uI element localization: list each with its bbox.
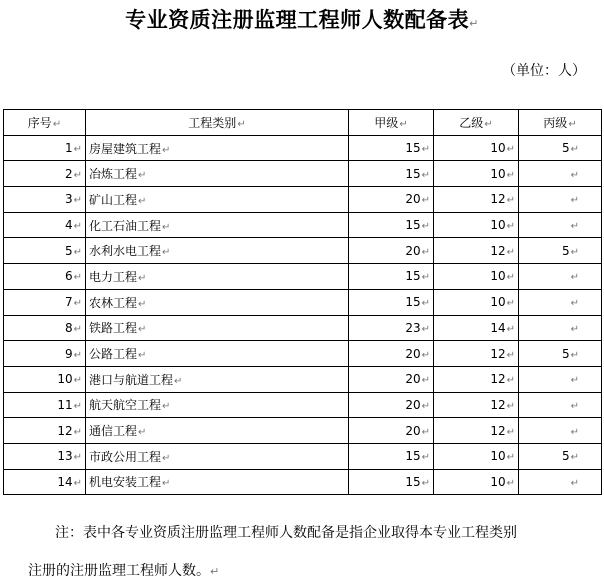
paragraph-mark-icon: ↵ [570, 452, 579, 464]
paragraph-mark-icon: ↵ [210, 565, 220, 578]
paragraph-mark-icon: ↵ [570, 169, 579, 181]
paragraph-mark-icon: ↵ [421, 349, 430, 361]
paragraph-mark-icon: ↵ [421, 221, 430, 233]
row-category-cell: 通信工程↵ [86, 418, 349, 444]
row-grade-c-cell: 5↵ [519, 238, 602, 264]
header-cell-grade-c: 丙级↵ [519, 110, 602, 136]
paragraph-mark-icon: ↵ [73, 426, 82, 438]
row-grade-b-cell: 10↵ [434, 289, 519, 315]
note-line-2: 注册的注册监理工程师人数。↵ [28, 563, 220, 579]
paragraph-mark-icon: ↵ [506, 375, 515, 387]
row-grade-c-cell [519, 418, 602, 444]
header-cell-grade-b: 乙级↵ [434, 110, 519, 136]
paragraph-mark-icon: ↵ [421, 144, 430, 156]
row-category-cell: 冶炼工程↵ [86, 161, 349, 187]
paragraph-mark-icon: ↵ [421, 323, 430, 335]
paragraph-mark-icon: ↵ [73, 323, 82, 335]
table-row [4, 212, 602, 238]
row-grade-a-cell: 20↵ [349, 238, 434, 264]
paragraph-mark-icon: ↵ [138, 195, 147, 207]
row-grade-c-cell [519, 392, 602, 418]
row-index-cell: 12↵ [4, 418, 86, 444]
paragraph-mark-icon: ↵ [570, 349, 579, 361]
row-grade-a-cell: 20↵ [349, 187, 434, 213]
row-grade-c-cell [519, 366, 602, 392]
row-index-cell: 4↵ [4, 212, 86, 238]
row-grade-a-cell: 15↵ [349, 212, 434, 238]
paragraph-mark-icon: ↵ [421, 195, 430, 207]
paragraph-mark-icon: ↵ [570, 477, 579, 489]
unit-text: （单位：人） [502, 63, 586, 79]
paragraph-mark-icon: ↵ [421, 477, 430, 489]
paragraph-mark-icon: ↵ [162, 221, 171, 233]
paragraph-mark-icon: ↵ [73, 400, 82, 412]
paragraph-mark-icon: ↵ [421, 272, 430, 284]
paragraph-mark-icon: ↵ [570, 195, 579, 207]
row-category-cell: 电力工程↵ [86, 264, 349, 290]
paragraph-mark-icon: ↵ [162, 144, 171, 156]
row-grade-c-cell [519, 212, 602, 238]
row-index-cell: 14↵ [4, 469, 86, 495]
row-index-cell: 13↵ [4, 443, 86, 469]
row-grade-c-cell [519, 187, 602, 213]
row-grade-a-cell: 15↵ [349, 469, 434, 495]
paragraph-mark-icon: ↵ [73, 375, 82, 387]
paragraph-mark-icon: ↵ [73, 349, 82, 361]
paragraph-mark-icon: ↵ [162, 401, 171, 413]
paragraph-mark-icon: ↵ [506, 169, 515, 181]
row-index-cell: 1↵ [4, 135, 86, 161]
row-grade-b-cell: 12↵ [434, 366, 519, 392]
paragraph-mark-icon: ↵ [73, 477, 82, 489]
row-grade-c-cell [519, 161, 602, 187]
paragraph-mark-icon: ↵ [506, 477, 515, 489]
row-grade-a-cell: 15↵ [349, 135, 434, 161]
table-row [4, 469, 602, 495]
paragraph-mark-icon: ↵ [421, 452, 430, 464]
row-category-cell: 港口与航道工程↵ [86, 366, 349, 392]
table-row [4, 161, 602, 187]
row-grade-c-cell [519, 289, 602, 315]
row-grade-b-cell: 12↵ [434, 418, 519, 444]
row-grade-a-cell: 15↵ [349, 443, 434, 469]
paragraph-mark-icon: ↵ [506, 246, 515, 258]
paragraph-mark-icon: ↵ [138, 170, 147, 182]
row-grade-a-cell: 15↵ [349, 289, 434, 315]
table-row [4, 366, 602, 392]
table-row [4, 264, 602, 290]
paragraph-mark-icon: ↵ [570, 400, 579, 412]
row-category-cell: 铁路工程↵ [86, 315, 349, 341]
row-grade-b-cell: 10↵ [434, 443, 519, 469]
row-grade-c-cell: 5↵ [519, 443, 602, 469]
table-row [4, 289, 602, 315]
row-grade-b-cell: 12↵ [434, 238, 519, 264]
paragraph-mark-icon: ↵ [506, 272, 515, 284]
paragraph-mark-icon: ↵ [469, 17, 479, 30]
paragraph-mark-icon: ↵ [138, 272, 147, 284]
paragraph-mark-icon: ↵ [570, 144, 579, 156]
row-category-cell: 公路工程↵ [86, 341, 349, 367]
paragraph-mark-icon: ↵ [506, 452, 515, 464]
row-category-cell: 房屋建筑工程↵ [86, 135, 349, 161]
row-index-cell: 6↵ [4, 264, 86, 290]
row-index-cell: 3↵ [4, 187, 86, 213]
paragraph-mark-icon: ↵ [506, 221, 515, 233]
table-row [4, 341, 602, 367]
table-row [4, 187, 602, 213]
paragraph-mark-icon: ↵ [73, 195, 82, 207]
paragraph-mark-icon: ↵ [570, 272, 579, 284]
paragraph-mark-icon: ↵ [162, 452, 171, 464]
paragraph-mark-icon: ↵ [570, 221, 579, 233]
row-grade-a-cell: 20↵ [349, 392, 434, 418]
page-title [0, 4, 604, 34]
paragraph-mark-icon: ↵ [506, 298, 515, 310]
table-row [4, 392, 602, 418]
row-index-cell: 10↵ [4, 366, 86, 392]
paragraph-mark-icon: ↵ [421, 298, 430, 310]
paragraph-mark-icon: ↵ [73, 221, 82, 233]
row-category-cell: 市政公用工程↵ [86, 443, 349, 469]
header-cell-category: 工程类别↵ [86, 110, 349, 136]
paragraph-mark-icon: ↵ [73, 169, 82, 181]
paragraph-mark-icon: ↵ [73, 246, 82, 258]
paragraph-mark-icon: ↵ [570, 375, 579, 387]
table-row [4, 418, 602, 444]
row-index-cell: 7↵ [4, 289, 86, 315]
paragraph-mark-icon: ↵ [506, 349, 515, 361]
row-grade-c-cell: 5↵ [519, 135, 602, 161]
row-grade-a-cell: 20↵ [349, 366, 434, 392]
paragraph-mark-icon: ↵ [162, 478, 171, 490]
paragraph-mark-icon: ↵ [506, 195, 515, 207]
row-grade-b-cell: 12↵ [434, 187, 519, 213]
paragraph-mark-icon: ↵ [421, 246, 430, 258]
paragraph-mark-icon: ↵ [421, 169, 430, 181]
paragraph-mark-icon: ↵ [73, 272, 82, 284]
paragraph-mark-icon: ↵ [174, 375, 183, 387]
paragraph-mark-icon: ↵ [506, 400, 515, 412]
paragraph-mark-icon: ↵ [570, 246, 579, 258]
paragraph-mark-icon: ↵ [73, 298, 82, 310]
note-line-1: 注：表中各专业资质注册监理工程师人数配备是指企业取得本专业工程类别 [55, 525, 517, 541]
row-category-cell: 化工石油工程↵ [86, 212, 349, 238]
row-grade-a-cell: 20↵ [349, 341, 434, 367]
paragraph-mark-icon: ↵ [570, 298, 579, 310]
row-index-cell: 5↵ [4, 238, 86, 264]
table-row [4, 315, 602, 341]
paragraph-mark-icon: ↵ [138, 298, 147, 310]
row-index-cell: 2↵ [4, 161, 86, 187]
paragraph-mark-icon: ↵ [162, 247, 171, 259]
row-category-cell: 农林工程↵ [86, 289, 349, 315]
unit-label [502, 60, 586, 80]
row-grade-b-cell: 10↵ [434, 161, 519, 187]
row-grade-c-cell [519, 469, 602, 495]
row-category-cell: 机电安装工程↵ [86, 469, 349, 495]
title-text: 专业资质注册监理工程师人数配备表 [125, 8, 470, 32]
header-cell-index: 序号↵ [4, 110, 86, 136]
paragraph-mark-icon: ↵ [421, 375, 430, 387]
table-row [4, 443, 602, 469]
paragraph-mark-icon: ↵ [506, 144, 515, 156]
row-grade-a-cell: 20↵ [349, 418, 434, 444]
paragraph-mark-icon: ↵ [506, 323, 515, 335]
paragraph-mark-icon: ↵ [138, 350, 147, 362]
row-index-cell: 11↵ [4, 392, 86, 418]
row-grade-b-cell: 14↵ [434, 315, 519, 341]
row-grade-b-cell: 10↵ [434, 212, 519, 238]
row-grade-b-cell: 10↵ [434, 135, 519, 161]
row-category-cell: 矿山工程↵ [86, 187, 349, 213]
row-index-cell: 9↵ [4, 341, 86, 367]
row-index-cell: 8↵ [4, 315, 86, 341]
row-category-cell: 水利水电工程↵ [86, 238, 349, 264]
row-grade-a-cell: 15↵ [349, 264, 434, 290]
table-row [4, 135, 602, 161]
paragraph-mark-icon: ↵ [138, 427, 147, 439]
table-header-row [4, 110, 602, 136]
paragraph-mark-icon: ↵ [138, 324, 147, 336]
staffing-table [3, 109, 602, 495]
paragraph-mark-icon: ↵ [570, 323, 579, 335]
paragraph-mark-icon: ↵ [73, 144, 82, 156]
row-grade-c-cell: 5↵ [519, 341, 602, 367]
paragraph-mark-icon: ↵ [73, 452, 82, 464]
row-category-cell: 航天航空工程↵ [86, 392, 349, 418]
row-grade-b-cell: 10↵ [434, 469, 519, 495]
paragraph-mark-icon: ↵ [570, 426, 579, 438]
row-grade-a-cell: 15↵ [349, 161, 434, 187]
row-grade-b-cell: 10↵ [434, 264, 519, 290]
paragraph-mark-icon: ↵ [421, 400, 430, 412]
row-grade-a-cell: 23↵ [349, 315, 434, 341]
header-cell-grade-a: 甲级↵ [349, 110, 434, 136]
paragraph-mark-icon: ↵ [421, 426, 430, 438]
row-grade-b-cell: 12↵ [434, 392, 519, 418]
row-grade-c-cell [519, 315, 602, 341]
row-grade-c-cell [519, 264, 602, 290]
paragraph-mark-icon: ↵ [506, 426, 515, 438]
row-grade-b-cell: 12↵ [434, 341, 519, 367]
table-row [4, 238, 602, 264]
